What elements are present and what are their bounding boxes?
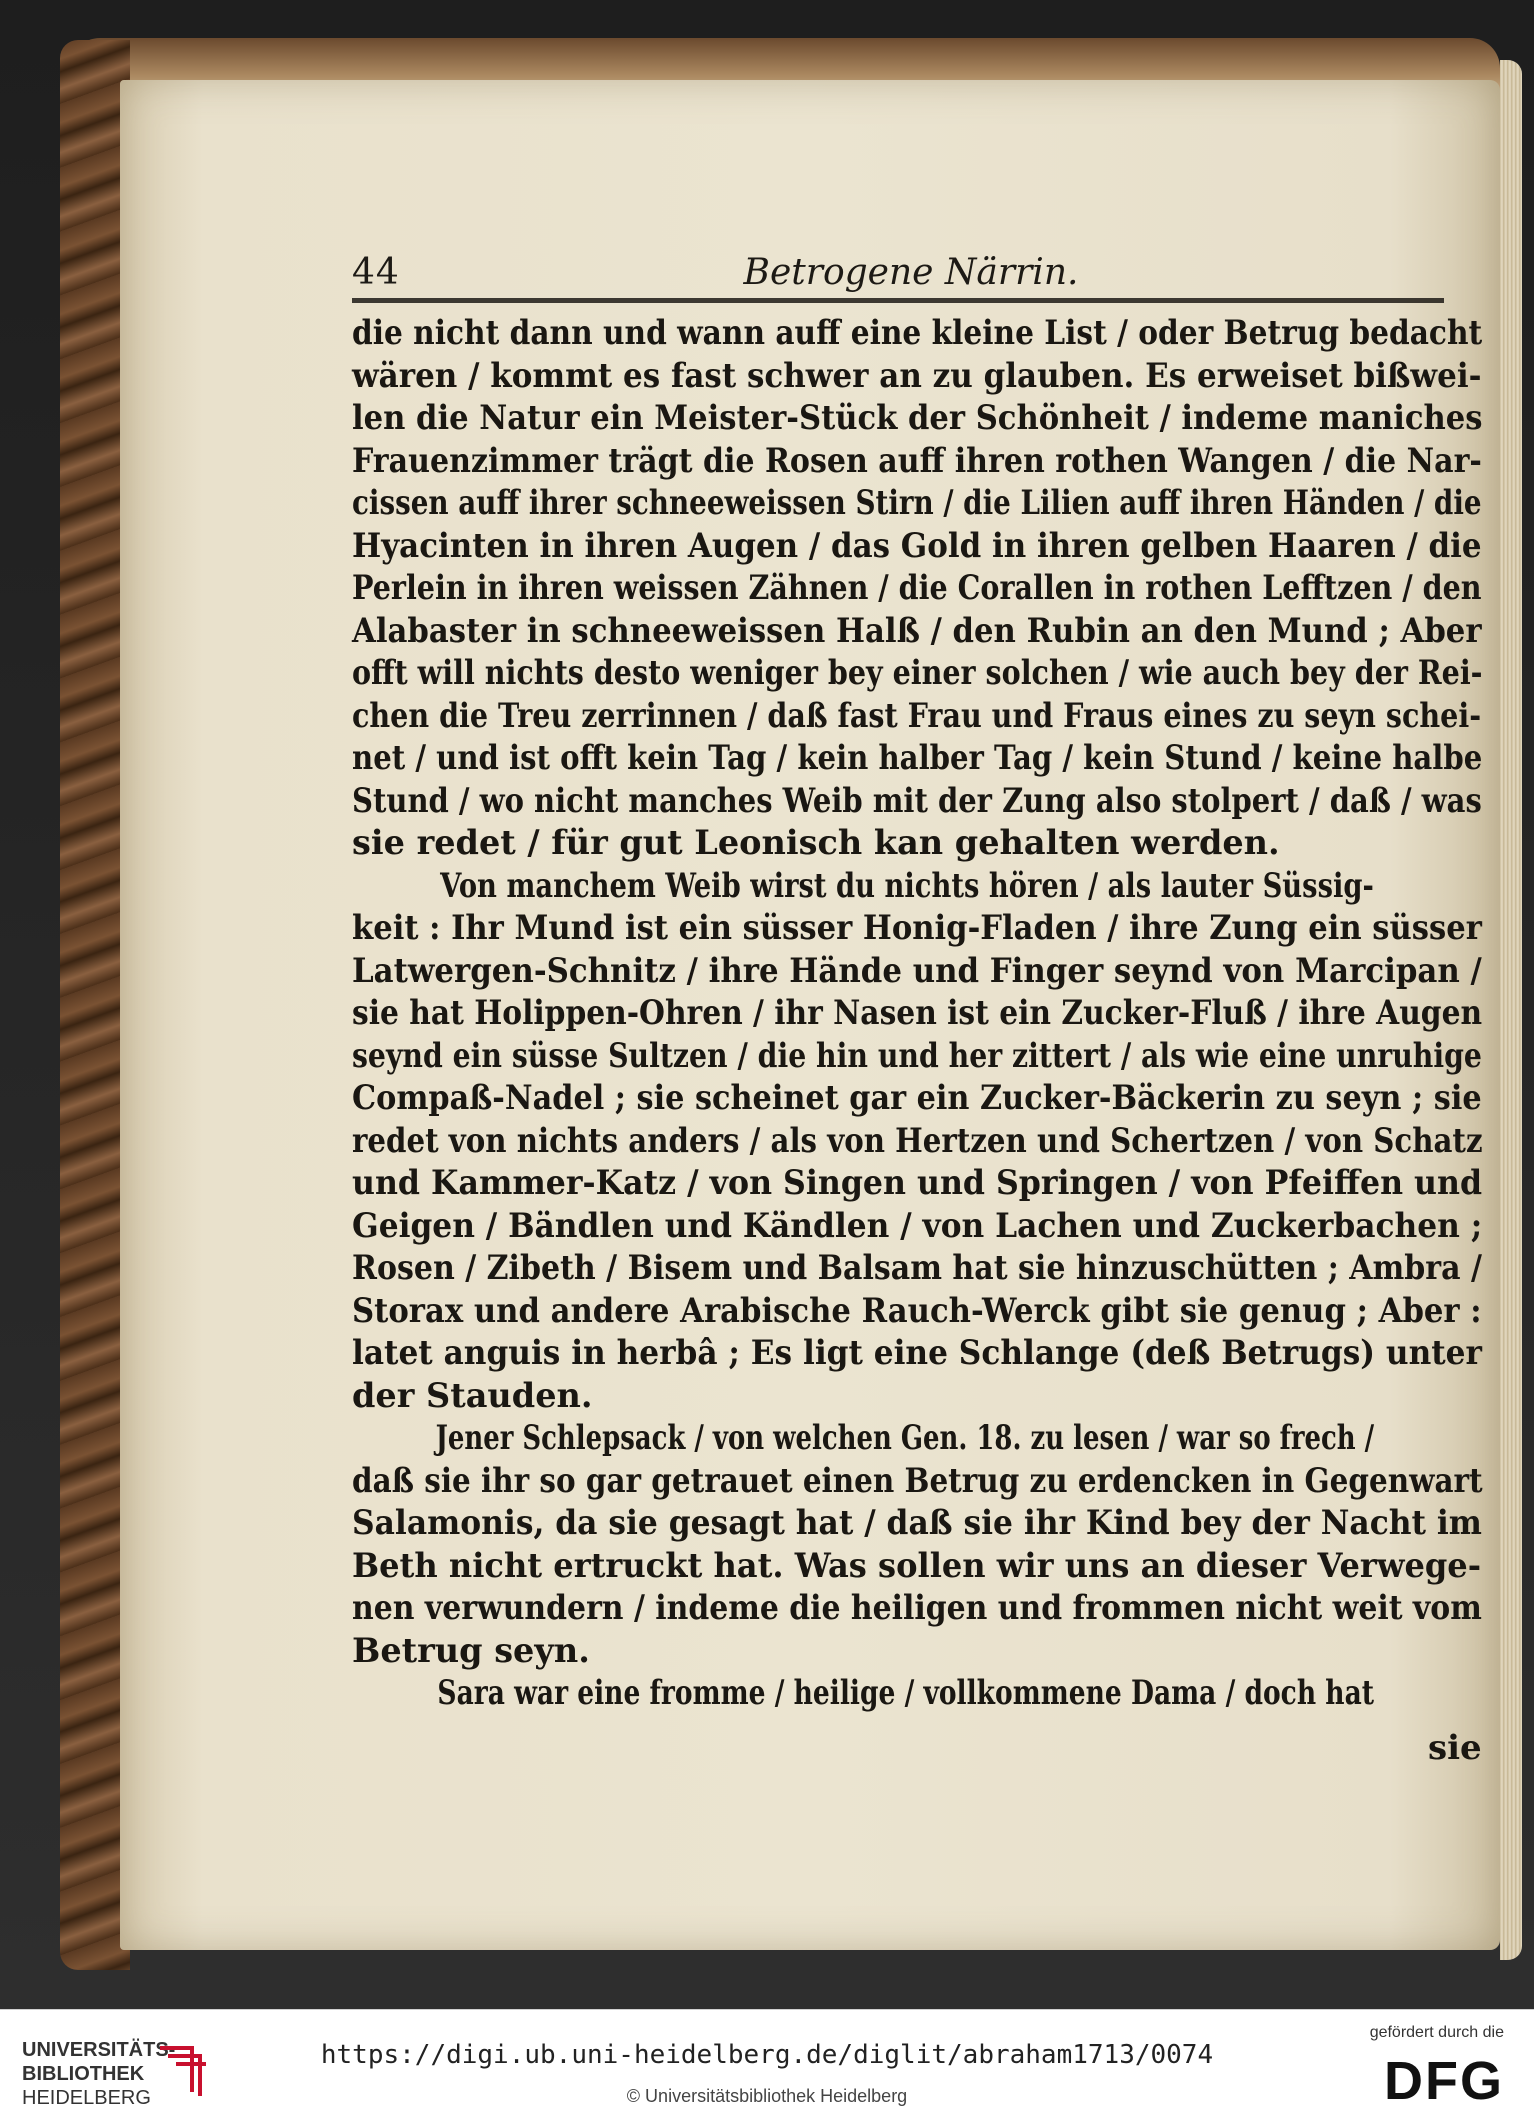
text-line: Alabaster in schneeweissen Halß / den Rubin an den Mund ; Aber [352, 610, 1482, 650]
text-line: Sara war eine fromme / heilige / vollkommene Dama / doch hat [437, 1673, 1374, 1712]
page-edges [1500, 60, 1522, 1960]
text-line: Compaß-Nadel ; sie scheinet gar ein Zucker-Bäckerin zu seyn ; sie [352, 1078, 1482, 1117]
text-line: sie hat Holippen-Ohren / ihr Nasen ist ein Zucker-Fluß / ihre Augen [352, 993, 1483, 1032]
text-line: Beth nicht ertruckt hat. Was sollen wir uns an dieser Verwege- [352, 1545, 1482, 1585]
text-line: Hyacinten in ihren Augen / das Gold in ihren gelben Haaren / die [352, 525, 1482, 565]
catchword: sie [1428, 1728, 1482, 1768]
text-line: Salamonis, da sie gesagt hat / daß sie ihr Kind bey der Nacht im [352, 1503, 1482, 1542]
logo-line-2: BIBLIOTHEK [22, 2063, 145, 2085]
text-line: die nicht dann und wann auff eine kleine List / oder Betrug bedacht [352, 313, 1483, 352]
text-line: offt will nichts desto weniger bey einer solchen / wie auch bey der Rei- [352, 653, 1483, 692]
text-line: Frauenzimmer trägt die Rosen auff ihren rothen Wangen / die Nar- [352, 440, 1482, 480]
logo-line-1: UNIVERSITÄTS- [22, 2039, 176, 2061]
text-line: seynd ein süsse Sultzen / die hin und her zittert / als wie eine unruhige [352, 1035, 1482, 1075]
text-line: chen die Treu zerrinnen / daß fast Frau und Fraus eines zu seyn schei- [352, 695, 1482, 735]
text-line: Latwergen-Schnitz / ihre Hände und Finger seynd von Marcipan / [352, 950, 1482, 990]
text-line: cissen auff ihrer schneeweissen Stirn / die Lilien auff ihren Händen / die [352, 483, 1482, 522]
text-line: latet anguis in herbâ ; Es ligt eine Schlange (deß Betrugs) unter [352, 1333, 1482, 1372]
header-rule [352, 298, 1444, 303]
running-title: Betrogene Närrin. [743, 252, 1079, 293]
text-line: Geigen / Bändlen und Kändlen / von Lachen und Zuckerbachen ; [352, 1205, 1483, 1245]
text-line: Von manchem Weib wirst du nichts hören / als lauter Süssig- [440, 865, 1374, 905]
body-text [352, 312, 1482, 1715]
text-line: sie redet / für gut Leonisch kan gehalten werden. [352, 823, 1280, 862]
permalink-url[interactable]: https://digi.ub.uni-heidelberg.de/diglit/abraham1713/0074 [320, 2040, 1214, 2070]
text-line: redet von nichts anders / als von Hertzen und Schertzen / von Schatz [352, 1120, 1483, 1160]
text-line: Jener Schlepsack / von welchen Gen. 18. zu lesen / war so frech / [435, 1418, 1375, 1457]
text-line: Storax und andere Arabische Rauch-Werck gibt sie genug ; Aber : [352, 1290, 1482, 1330]
footer-bar [0, 2009, 1534, 2120]
text-line: len die Natur ein Meister-Stück der Schönheit / indeme maniches [352, 398, 1483, 437]
page-number: 44 [352, 252, 400, 293]
dfg-logo[interactable]: DFG [1384, 2051, 1504, 2111]
text-line: Betrug seyn. [352, 1630, 590, 1670]
text-line: wären / kommt es fast schwer an zu glauben. Es erweiset bißwei- [352, 355, 1482, 395]
running-head [352, 252, 1470, 296]
text-line: nen verwundern / indeme die heiligen und frommen nicht weit vom [352, 1588, 1482, 1627]
copyright-notice: © Universitätsbibliothek Heidelberg [626, 2086, 908, 2106]
text-line: net / und ist offt kein Tag / kein halber Tag / kein Stund / keine halbe [352, 738, 1483, 777]
text-line: der Stauden. [352, 1375, 593, 1415]
text-line: Rosen / Zibeth / Bisem und Balsam hat sie hinzuschütten ; Ambra / [352, 1248, 1482, 1287]
text-line: keit : Ihr Mund ist ein süsser Honig-Fladen / ihre Zung ein süsser [352, 908, 1482, 947]
text-line: und Kammer-Katz / von Singen und Springen / von Pfeiffen und [352, 1163, 1483, 1202]
text-line: Perlein in ihren weissen Zähnen / die Corallen in rothen Lefftzen / den [352, 568, 1482, 607]
sponsor-label: gefördert durch die [1369, 2024, 1504, 2041]
text-line: daß sie ihr so gar getrauet einen Betrug zu erdencken in Gegenwart [352, 1460, 1483, 1500]
logo-line-3: HEIDELBERG [22, 2087, 151, 2109]
text-line: Stund / wo nicht manches Weib mit der Zung also stolpert / daß / was [352, 780, 1482, 820]
